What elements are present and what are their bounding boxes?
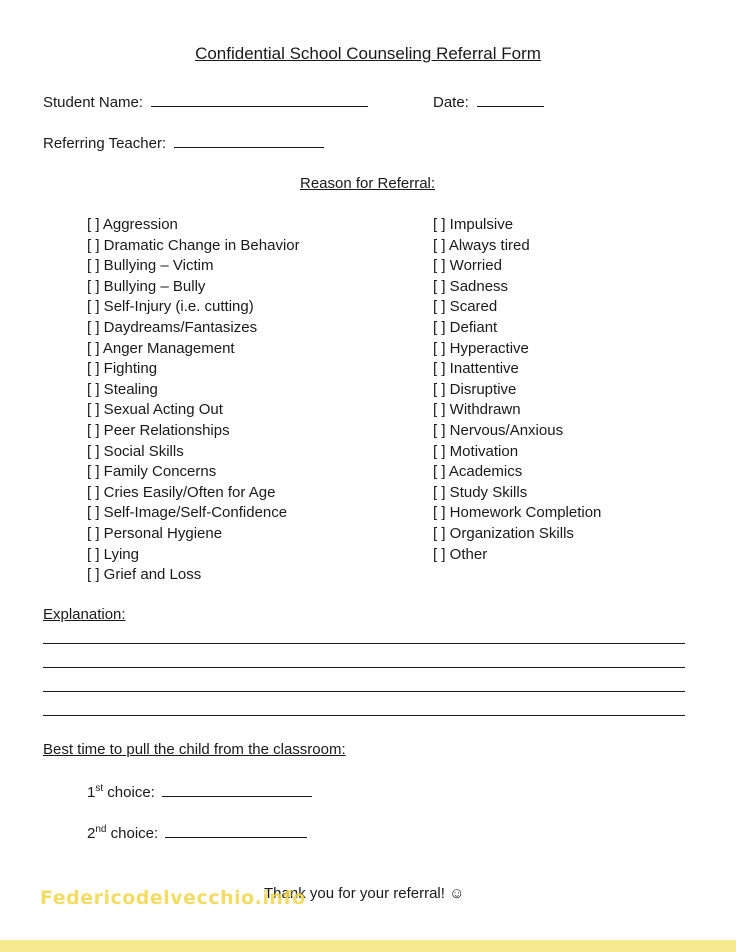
reason-item [87,524,300,545]
reason-checkbox[interactable]: [ ] [87,257,100,275]
second-choice-label: choice: [110,825,159,842]
reason-item [433,483,601,504]
student-name-field[interactable] [151,92,368,107]
reason-label: Dramatic Change in Behavior [99,236,300,254]
reason-checkbox[interactable]: [ ] [433,401,446,419]
reason-item [87,462,300,483]
reason-checkbox[interactable]: [ ] [433,545,446,563]
reason-item [433,359,601,380]
reason-item [87,236,300,257]
reason-checkbox[interactable]: [ ] [433,298,446,316]
reason-item [87,421,300,442]
reason-label: Organization Skills [445,524,574,542]
explanation-line[interactable] [43,691,685,692]
first-choice-row [87,782,312,801]
reason-heading: Reason for Referral: [300,175,436,192]
explanation-heading: Explanation: [43,606,126,623]
reason-label: Motivation [445,442,519,460]
date-label: Date: [433,94,469,111]
reason-item [87,318,300,339]
reason-item [433,256,601,277]
reason-label: Social Skills [99,442,184,460]
reasons-right-column [433,215,601,565]
first-choice-field[interactable] [162,782,312,797]
reason-label: Cries Easily/Often for Age [99,483,276,501]
reason-checkbox[interactable]: [ ] [87,298,100,316]
reason-item [87,297,300,318]
reason-item [433,462,601,483]
form-title: Confidential School Counseling Referral Form [195,44,541,63]
first-choice-label: choice: [107,784,155,801]
reason-checkbox[interactable]: [ ] [433,277,446,295]
first-choice-suffix: st [95,783,104,794]
reason-label: Worried [445,257,502,275]
reason-item [87,442,300,463]
date-row [433,92,544,111]
reason-item [433,380,601,401]
reason-checkbox[interactable]: [ ] [87,236,100,254]
reason-item [433,318,601,339]
reason-item [87,277,300,298]
reason-label: Self-Image/Self-Confidence [99,504,288,522]
reason-label: Hyperactive [445,339,529,357]
reason-checkbox[interactable]: [ ] [433,483,446,501]
reason-checkbox[interactable]: [ ] [87,463,100,481]
reason-item [87,503,300,524]
explanation-line[interactable] [43,643,685,644]
second-choice-field[interactable] [165,823,307,838]
student-name-label: Student Name: [43,94,144,111]
second-choice-number: 2 [87,825,96,842]
reason-item [433,277,601,298]
watermark-text: Federicodelvecchio.info [40,887,306,909]
reason-item [433,524,601,545]
reason-item [433,215,601,236]
reason-checkbox[interactable]: [ ] [87,483,100,501]
reason-checkbox[interactable]: [ ] [87,566,100,584]
reason-label: Inattentive [445,360,519,378]
reason-checkbox[interactable]: [ ] [433,339,446,357]
reason-label: Stealing [99,380,158,398]
reason-label: Study Skills [445,483,528,501]
reason-item [87,339,300,360]
reason-label: Aggression [99,216,178,233]
reason-item [87,565,300,586]
reason-label: Always tired [445,236,530,254]
reason-checkbox[interactable]: [ ] [433,360,446,378]
reason-checkbox[interactable]: [ ] [87,318,100,336]
reason-label: Nervous/Anxious [445,421,564,439]
reason-checkbox[interactable]: [ ] [87,545,100,563]
reason-checkbox[interactable]: [ ] [433,504,446,522]
reason-checkbox[interactable]: [ ] [433,216,446,233]
reason-checkbox[interactable]: [ ] [433,442,446,460]
reason-item [87,380,300,401]
best-time-heading: Best time to pull the child from the classroom: [43,741,346,758]
reason-checkbox[interactable]: [ ] [433,236,446,254]
second-choice-suffix: nd [95,824,107,835]
reason-label: Fighting [99,360,158,378]
reason-item [433,339,601,360]
reason-item [433,236,601,257]
second-choice-row [87,823,307,842]
reason-checkbox[interactable]: [ ] [433,463,446,481]
referring-teacher-field[interactable] [174,133,324,148]
student-name-row [43,92,368,111]
reason-item [87,483,300,504]
reason-label: Homework Completion [445,504,602,522]
reason-checkbox[interactable]: [ ] [87,442,100,460]
watermark-bar [0,940,736,952]
explanation-line[interactable] [43,667,685,668]
reason-checkbox[interactable]: [ ] [433,318,446,336]
reason-label: Other [445,545,488,563]
reason-label: Anger Management [99,339,235,357]
reason-label: Impulsive [445,216,514,233]
reason-checkbox[interactable]: [ ] [87,380,100,398]
reason-checkbox[interactable]: [ ] [87,339,100,357]
reason-label: Disruptive [445,380,517,398]
reason-item [433,421,601,442]
reason-label: Withdrawn [445,401,521,419]
reason-item [433,545,601,566]
reason-label: Daydreams/Fantasizes [99,318,258,336]
reason-item [433,400,601,421]
reason-checkbox[interactable]: [ ] [433,524,446,542]
reason-checkbox[interactable]: [ ] [433,421,446,439]
reason-item [433,297,601,318]
reason-item [433,442,601,463]
reason-label: Bullying – Bully [99,277,206,295]
referring-teacher-label: Referring Teacher: [43,135,167,152]
thank-you-note: Thank you for your referral! ☺ [264,885,465,902]
reason-label: Personal Hygiene [99,524,223,542]
reason-checkbox[interactable]: [ ] [87,401,100,419]
reason-label: Sexual Acting Out [99,401,223,419]
reason-checkbox[interactable]: [ ] [433,257,446,275]
referring-teacher-row [43,133,324,152]
reason-label: Academics [445,463,523,481]
reason-label: Bullying – Victim [99,257,214,275]
reason-item [87,359,300,380]
date-field[interactable] [477,92,544,107]
reason-label: Family Concerns [99,463,217,481]
reason-checkbox[interactable]: [ ] [87,277,100,295]
reason-label: Lying [99,545,139,563]
reason-item [87,545,300,566]
reason-checkbox[interactable]: [ ] [87,524,100,542]
reason-item [87,215,300,236]
reason-item [87,256,300,277]
reason-checkbox[interactable]: [ ] [87,360,100,378]
reason-item [433,503,601,524]
reasons-left-column [87,215,300,586]
reason-label: Grief and Loss [99,566,202,584]
reason-label: Scared [445,298,498,316]
reason-label: Defiant [445,318,498,336]
reason-checkbox[interactable]: [ ] [87,504,100,522]
reason-item [87,400,300,421]
reason-label: Self-Injury (i.e. cutting) [99,298,254,316]
explanation-line[interactable] [43,715,685,716]
reason-checkbox[interactable]: [ ] [87,421,100,439]
reason-label: Peer Relationships [99,421,230,439]
reason-checkbox[interactable]: [ ] [87,216,100,233]
reason-label: Sadness [445,277,509,295]
first-choice-number: 1 [87,784,96,801]
reason-checkbox[interactable]: [ ] [433,380,446,398]
